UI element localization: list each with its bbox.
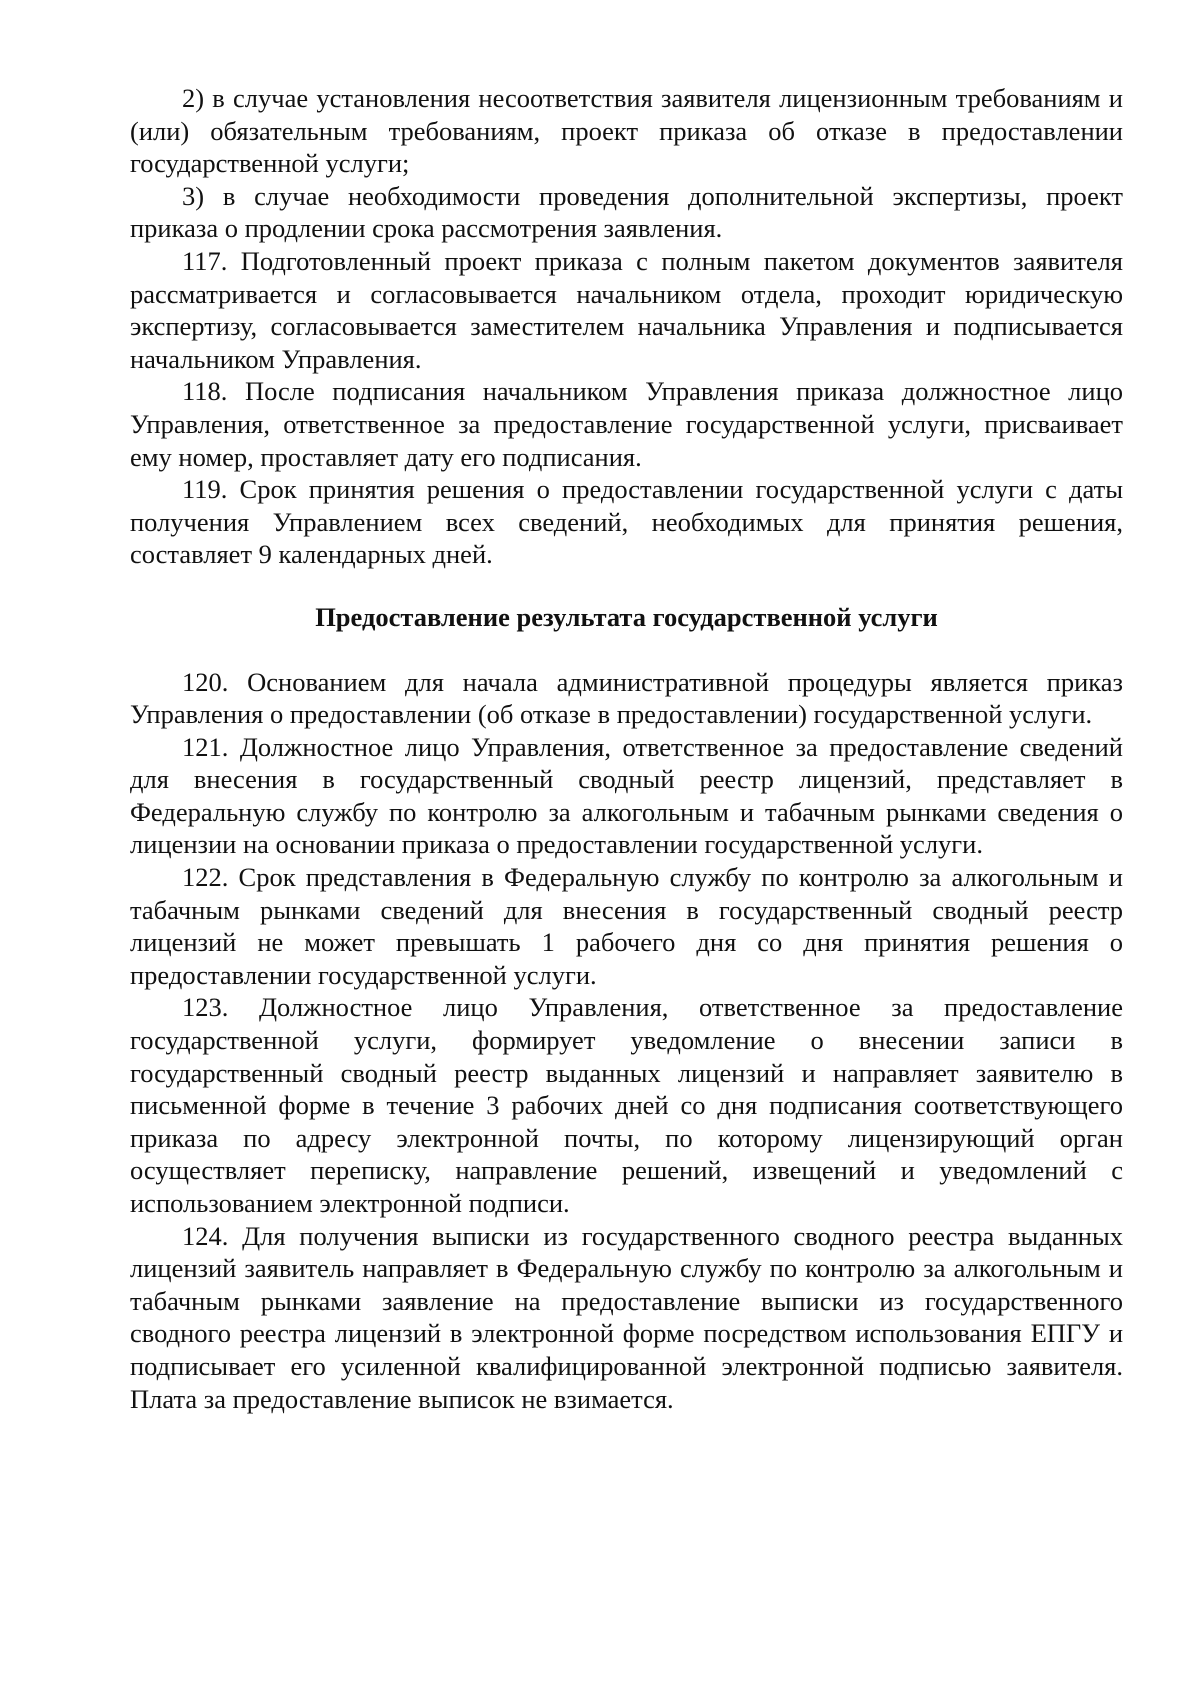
paragraph-117: 117. Подготовленный проект приказа с полным пакетом документов заявителя рассматривается и согласовывается начальником отдела, проходит юридическую экспертизу, согласовывается заместителем начальника Управления и подписывается начальником Управления. <box>130 245 1123 374</box>
paragraph-122: 122. Срок представления в Федеральную службу по контролю за алкогольным и табачным рынками сведений для внесения в государственный сводный реестр лицензий не может превышать 1 рабочего дня со дня принятия решения о предоставлении государственной услуги. <box>130 862 1123 990</box>
paragraph-item-3: 3) в случае необходимости проведения дополнительной экспертизы, проект приказа о продлении срока рассмотрения заявления. <box>130 180 1123 244</box>
paragraph-120: 120. Основанием для начала административной процедуры является приказ Управления о предоставлении (об отказе в предоставлении) государственной услуги. <box>130 666 1123 730</box>
paragraph-119: 119. Срок принятия решения о предоставлении государственной услуги с даты получения Управлением всех сведений, необходимых для принятия решения, составляет 9 календарных дней. <box>130 474 1123 570</box>
paragraph-121: 121. Должностное лицо Управления, ответственное за предоставление сведений для внесения в государственный сводный реестр лицензий, представляет в Федеральную службу по контролю за алкогольным и табачным рынками сведения о лицензии на основании приказа о предоставлении государственной услуги. <box>130 731 1123 860</box>
document-page <box>130 82 1123 1415</box>
paragraph-123: 123. Должностное лицо Управления, ответственное за предоставление государственной услуги, формирует уведомление о внесении записи в государственный сводный реестр выданных лицензий и направляет заявителю в письменной форме в течение 3 рабочих дней со дня подписания соответствующего приказа по адресу электронной почты, по которому лицензирующий орган осуществляет переписку, направление решений, извещений и уведомлений с использованием электронной подписи. <box>130 992 1123 1218</box>
paragraph-124: 124. Для получения выписки из государственного сводного реестра выданных лицензий заявитель направляет в Федеральную службу по контролю за алкогольным и табачным рынками заявление на предоставление выписки из государственного сводного реестра лицензий в электронной форме посредством использования ЕПГУ и подписывает его усиленной квалифицированной электронной подписью заявителя. Плата за предоставление выписок не взимается. <box>130 1220 1123 1414</box>
section-heading: Предоставление результата государственной услуги <box>315 601 938 632</box>
paragraph-item-2: 2) в случае установления несоответствия заявителя лицензионным требованиям и (или) обязательным требованиям, проект приказа об отказе в предоставлении государственной услуги; <box>130 83 1123 179</box>
paragraph-118: 118. После подписания начальником Управления приказа должностное лицо Управления, ответственное за предоставление государственной услуги, присваивает ему номер, проставляет дату его подписания. <box>130 376 1123 472</box>
